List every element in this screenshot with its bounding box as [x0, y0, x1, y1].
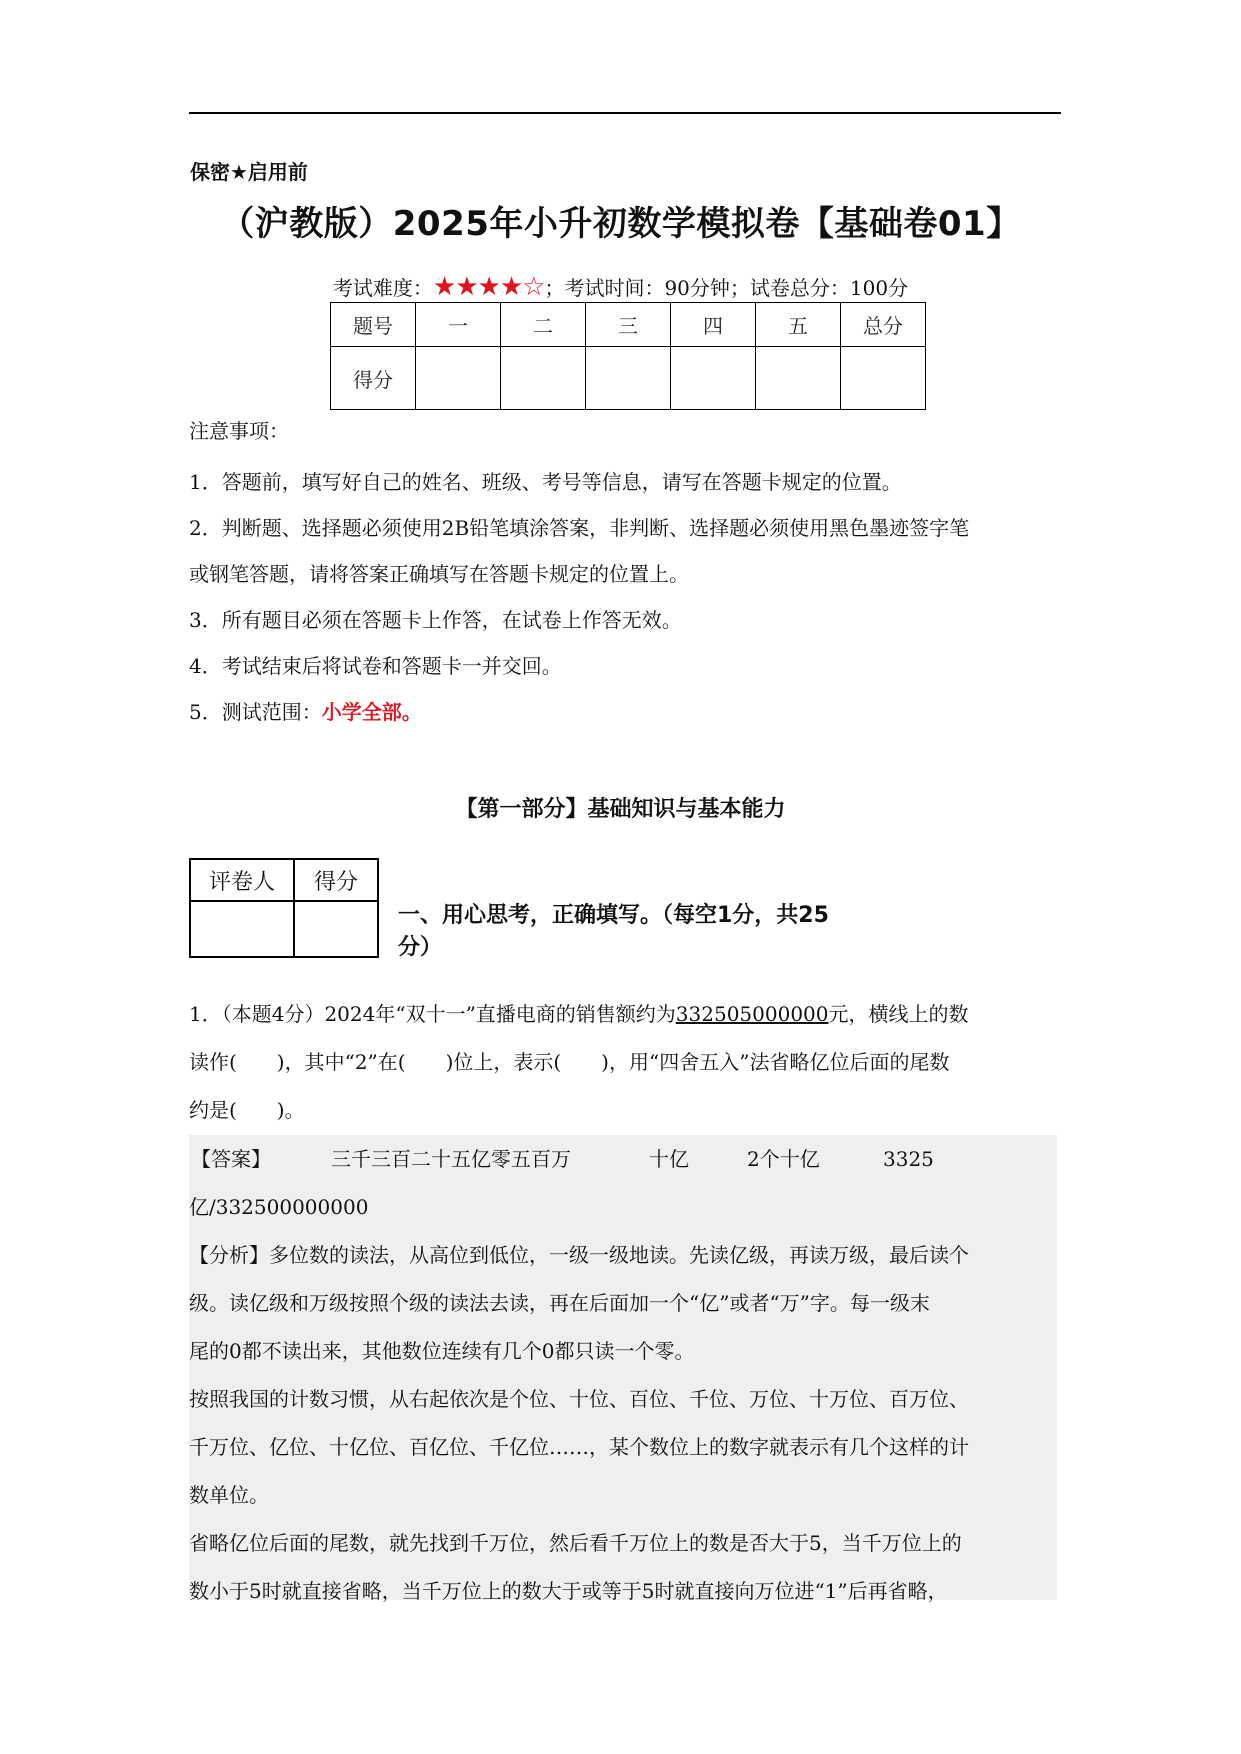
secret-label: 保密★启用前 — [190, 160, 308, 184]
reviewer-cell — [190, 901, 294, 957]
score-cell — [501, 347, 586, 410]
scope-label: 5．测试范围： — [189, 700, 322, 724]
answer-block — [189, 1135, 1057, 1603]
section-heading — [398, 900, 918, 964]
section-heading-line: 一、用心思考，正确填写。（每空1分，共25 — [398, 903, 829, 928]
section-heading-line: 分） — [398, 935, 443, 960]
reviewer-header: 评卷人 — [190, 859, 294, 901]
note-item: 3．所有题目必须在答题卡上作答，在试卷上作答无效。 — [189, 608, 682, 632]
grader-table — [189, 858, 379, 958]
answer-continuation: 亿/332500000000 — [189, 1195, 369, 1219]
grader-score-cell — [294, 901, 378, 957]
score-table — [330, 302, 926, 410]
note-item: 1．答题前，填写好自己的姓名、班级、考号等信息，请写在答题卡规定的位置。 — [189, 470, 902, 494]
top-rule — [189, 112, 1061, 114]
score-header: 得分 — [294, 859, 378, 901]
score-header-cell: 一 — [416, 303, 501, 347]
question-prefix: 1．（本题4分）2024年“双十一”直播电商的销售额约为 — [189, 1002, 676, 1026]
analysis-line: 按照我国的计数习惯，从右起依次是个位、十位、百位、千位、万位、十万位、百万位、 — [189, 1387, 969, 1411]
score-cell — [671, 347, 756, 410]
analysis-line: 数小于5时就直接省略，当千万位上的数大于或等于5时就直接向万位进“1”后再省略， — [189, 1579, 948, 1603]
page-title: （沪教版）2025年小升初数学模拟卷【基础卷01】 — [220, 204, 1021, 244]
answer-label: 【答案】 — [191, 1147, 271, 1171]
score-header-cell: 三 — [586, 303, 671, 347]
time-and-score: ；考试时间：90分钟；试卷总分：100分 — [544, 276, 909, 300]
score-table-score-row — [331, 347, 926, 410]
difficulty-stars: ★★★★☆ — [432, 272, 545, 302]
answer-value: 三千三百二十五亿零五百万 — [331, 1147, 571, 1171]
answer-value: 3325 — [883, 1147, 934, 1171]
answer-line — [189, 1135, 1057, 1183]
notes-title: 注意事项： — [189, 419, 289, 443]
question-line: 读作( )，其中“2”在( )位上，表示( )，用“四舍五入”法省略亿位后面的尾数 — [189, 1050, 950, 1074]
score-header-cell: 题号 — [331, 303, 416, 347]
score-cell — [416, 347, 501, 410]
notes — [189, 415, 1069, 735]
score-header-cell: 五 — [756, 303, 841, 347]
score-cell — [586, 347, 671, 410]
note-item: 4．考试结束后将试卷和答题卡一并交回。 — [189, 654, 562, 678]
part-title: 【第一部分】基础知识与基本能力 — [455, 797, 786, 822]
analysis-line: 【分析】多位数的读法，从高位到低位，一级一级地读。先读亿级，再读万级，最后读个 — [189, 1243, 969, 1267]
score-cell — [841, 347, 926, 410]
score-header-cell: 二 — [501, 303, 586, 347]
difficulty-label: 考试难度： — [332, 276, 433, 300]
note-item-scope — [189, 689, 1069, 735]
score-header-cell: 四 — [671, 303, 756, 347]
analysis-line: 数单位。 — [189, 1483, 269, 1507]
question-line — [189, 990, 1069, 1038]
scope-value: 小学全部。 — [321, 700, 422, 724]
question-line: 约是( )。 — [189, 1098, 305, 1122]
score-row-label: 得分 — [331, 347, 416, 410]
score-header-cell: 总分 — [841, 303, 926, 347]
analysis-line: 尾的0都不读出来，其他数位连续有几个0都只读一个零。 — [189, 1339, 695, 1363]
note-item: 2．判断题、选择题必须使用2B铅笔填涂答案，非判断、选择题必须使用黑色墨迹签字笔 — [189, 516, 970, 540]
question-1 — [189, 990, 1069, 1134]
analysis-line: 级。读亿级和万级按照个级的读法去读，再在后面加一个“亿”或者“万”字。每一级末 — [189, 1291, 930, 1315]
answer-value: 十亿 — [649, 1147, 689, 1171]
question-suffix: 元，横线上的数 — [828, 1002, 969, 1026]
analysis-line: 省略亿位后面的尾数，就先找到千万位，然后看千万位上的数是否大于5，当千万位上的 — [189, 1531, 962, 1555]
answer-value: 2个十亿 — [747, 1147, 820, 1171]
score-cell — [756, 347, 841, 410]
note-item: 或钢笔答题，请将答案正确填写在答题卡规定的位置上。 — [189, 562, 689, 586]
analysis-line: 千万位、亿位、十亿位、百亿位、千亿位……，某个数位上的数字就表示有几个这样的计 — [189, 1435, 969, 1459]
score-table-header-row — [331, 303, 926, 347]
underlined-number: 332505000000 — [675, 1002, 829, 1026]
exam-meta — [0, 272, 1241, 302]
